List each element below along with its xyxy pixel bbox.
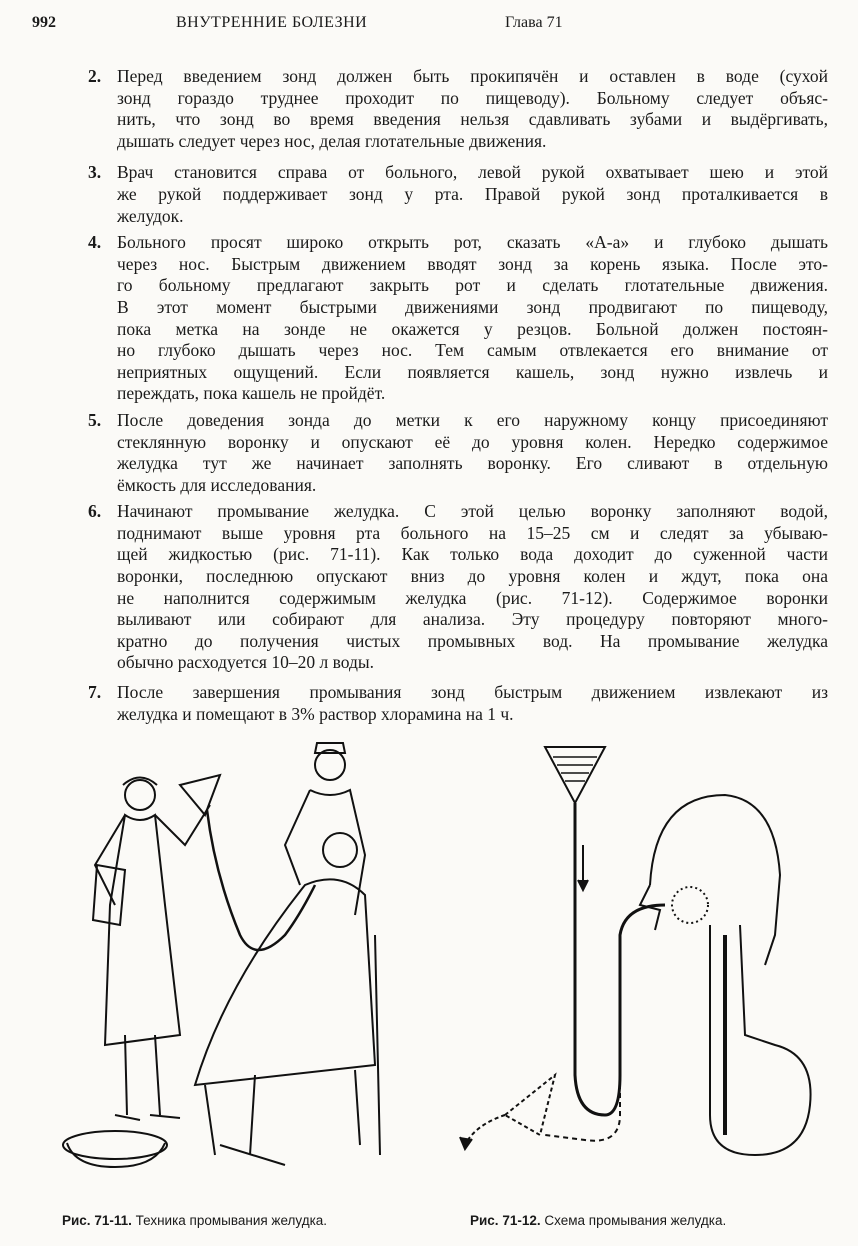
text-line: воронки, последнюю опускают вниз до уровня колен и ждут, пока она [117,566,828,587]
text-line: пока метка на зонде не окажется у резцов. Больной должен постоян- [117,318,828,339]
text-line: Больного просят широко открыть рот, сказать «А-а» и глубоко дышать [117,232,828,253]
item-number: 3. [88,162,102,183]
text-line: После завершения промывания зонд быстрым движением извлекают из [117,682,828,703]
text-line: желудка тут же начинает заполнять воронку. Его сливают в отдельную [117,453,828,474]
running-header-section: ВНУТРЕННИЕ БОЛЕЗНИ [176,14,368,31]
procedure-steps-list [88,66,828,725]
item-number: 5. [88,409,102,430]
item-number: 2. [88,66,102,86]
text-line: неприятных ощущений. Если появляется кашель, зонд нужно извлечь и [117,361,828,382]
page-number: 992 [32,14,56,31]
figure-caption-71-12 [470,1213,726,1228]
text-line: Начинают промывание желудка. С этой целью воронку заполняют водой, [117,501,828,522]
list-item [88,501,828,674]
item-number: 7. [88,682,102,703]
text-line: ёмкость для исследования. [117,474,317,495]
funnel-icon [545,747,605,803]
figure-label: Рис. 71-11. [62,1213,132,1228]
text-line: стеклянную воронку и опускают её до уровня колен. Нередко содержимое [117,431,828,452]
text-line: дышать следует через нос, делая глотательные движения. [117,130,547,151]
text-line: же рукой поддерживает зонд у рта. Правой рукой зонд проталкивается в [117,183,828,204]
text-line: желудок. [117,205,184,226]
figure-caption-71-11 [62,1213,327,1228]
text-line: не наполнится содержимым желудка (рис. 71-12). Содержимое воронки [117,587,828,608]
item-number: 6. [88,501,102,522]
text-line: через нос. Быстрым движением вводят зонд за корень языка. После это- [117,253,828,274]
text-line: нить, что зонд во время введения нельзя сдавливать зубами и выдёргивать, [117,109,828,130]
text-line: го больному предлагают закрыть рот и сделать глотательные движения. [117,275,828,296]
text-line: кратно до получения чистых промывных вод. На промывание желудка [117,630,828,651]
text-line: зонд гораздо труднее проходит по пищеводу). Больному следует объяс- [117,87,828,108]
figure-caption-text: Схема промывания желудка. [544,1213,727,1228]
item-number: 4. [88,232,102,253]
list-item [88,162,828,227]
text-line: желудка и помещают в 3% раствор хлорамина на 1 ч. [117,703,514,724]
figure-gastric-lavage-technique [55,735,385,1175]
figure-label: Рис. 71-12. [470,1213,541,1228]
basin-icon [63,1131,167,1159]
text-line: поднимают выше уровня рта больного на 15–25 см и следят за убываю- [117,522,828,543]
list-item [88,682,828,725]
text-line: Перед введением зонд должен быть прокипячён и оставлен в воде (сухой [117,66,828,86]
text-line: В этот момент быстрыми движениями зонд продвигают по пищеводу, [117,296,828,317]
figure-caption-text: Техника промывания желудка. [135,1213,328,1228]
text-line: Врач становится справа от больного, левой рукой охватывает шею и этой [117,162,828,183]
list-item [88,66,828,152]
figure-gastric-lavage-scheme [445,735,835,1170]
list-item [88,410,828,496]
text-line: обычно расходуется 10–20 л воды. [117,652,374,673]
text-line: После доведения зонда до метки к его наружному концу присоединяют [117,409,828,430]
text-line: но глубоко дышать через нос. Тем самым отвлекается его внимание от [117,340,828,361]
list-item [88,232,828,405]
running-header-chapter: Глава 71 [505,14,563,31]
text-line: щей жидкостью (рис. 71-11). Как только вода доходит до суженной части [117,544,828,565]
text-line: выливают или собирают для анализа. Эту процедуру повторяют много- [117,609,828,630]
text-line: переждать, пока кашель не пройдёт. [117,383,386,404]
